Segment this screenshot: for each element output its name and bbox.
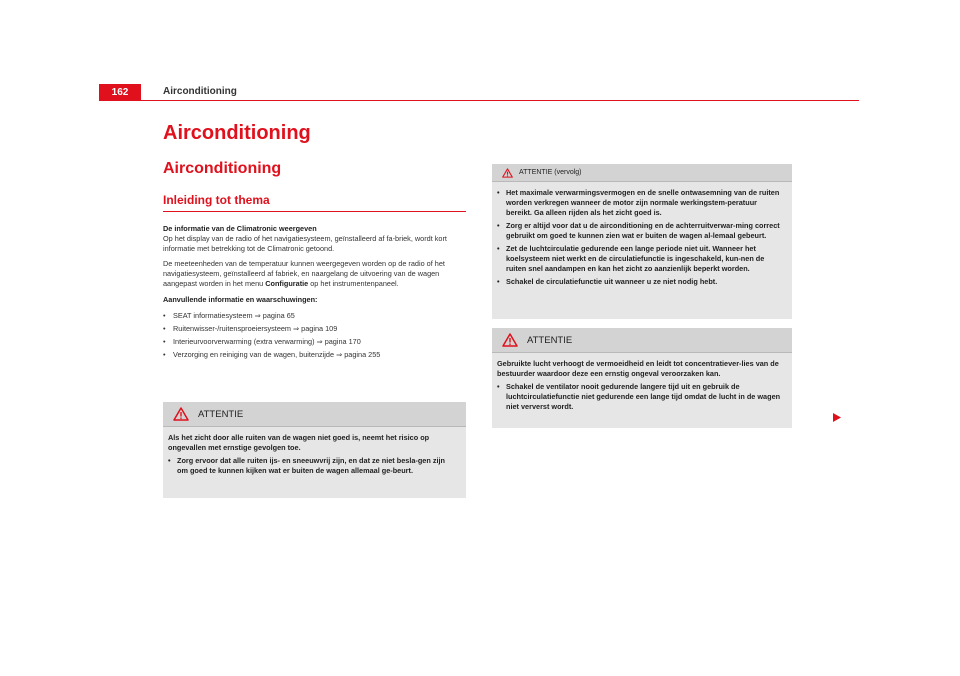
warning-body bbox=[163, 427, 466, 485]
configuratie-menu-name: Configuratie bbox=[265, 279, 309, 288]
warning-header bbox=[492, 328, 792, 353]
warning-bullet: • Schakel de ventilator nooit gedurende langere tijd uit en gebruik de luchtcirculatiefunctie niet gedurende een lange tijd omdat de lucht in de wagen niet ververst wordt. bbox=[497, 382, 783, 412]
list-item: • Verzorging en reiniging van de wagen, buitenzijde ⇒ pagina 255 bbox=[163, 350, 466, 360]
list-item: • Interieurvoorverwarming (extra verwarming) ⇒ pagina 170 bbox=[163, 337, 466, 347]
warning-triangle-icon bbox=[502, 333, 518, 347]
page-number: 162 bbox=[99, 84, 141, 100]
additional-info-heading: Aanvullende informatie en waarschuwingen: bbox=[163, 295, 318, 304]
continue-arrow-icon bbox=[833, 413, 841, 422]
warning-header bbox=[163, 402, 466, 427]
chapter-title: Airconditioning bbox=[163, 122, 311, 144]
list-item: • Ruitenwisser-/ruitensproeiersysteem ⇒ pagina 109 bbox=[163, 324, 466, 334]
warning-bullet: • Het maximale verwarmingsvermogen en de snelle ontwasemning van de ruiten worden verkregen wanneer de motor zijn normale werkingstem-peratuur bereikt. Ga alleen rijden als het zicht goed is. bbox=[497, 188, 783, 218]
running-header-title: Airconditioning bbox=[163, 86, 237, 97]
climatronic-para-2-text: De meeteenheden van de temperatuur kunnen weergegeven worden op de radio of het navigatiesysteem, geïnstalleerd af fabriek, en naargelang de uitvoering van de wagen aangepast worden in het menu bbox=[163, 259, 445, 288]
climatronic-info bbox=[163, 224, 466, 363]
warning-box-continued bbox=[492, 164, 792, 319]
list-item: • SEAT informatiesysteem ⇒ pagina 65 bbox=[163, 311, 466, 321]
warning-label: ATTENTIE bbox=[198, 408, 244, 420]
climatronic-para-1: Op het display van de radio of het navigatiesysteem, geïnstalleerd af fa-briek, wordt kort informatie met betrekking tot de Climatronic getoond. bbox=[163, 234, 447, 253]
warning-triangle-icon bbox=[502, 168, 513, 178]
section-title: Airconditioning bbox=[163, 160, 282, 177]
warning-bullet: • Zorg ervoor dat alle ruiten ijs- en sneeuwvrij zijn, en dat ze niet besla-gen zijn om goed te kunnen kijken wat er buiten de wagen allemaal ge-beurt. bbox=[168, 456, 457, 476]
warning-bullet: • Schakel de circulatiefunctie uit wanneer u ze niet nodig hebt. bbox=[497, 277, 783, 287]
warning-text: Gebruikte lucht verhoogt de vermoeidheid en leidt tot concentratiever-lies van de bestuurder waardoor deze een ernstig ongeval veroorzaken kan. bbox=[497, 359, 779, 378]
warning-text: Als het zicht door alle ruiten van de wagen niet goed is, neemt het risico op ongevallen met ernstige gevolgen toe. bbox=[168, 433, 430, 452]
warning-body-continued bbox=[492, 182, 792, 296]
warning-bullet: • Zorg er altijd voor dat u de airconditioning en de achterruitverwar-ming correct gebruikt om goed te kunnen zien wat er buiten de wagen al-lemaal gebeurt. bbox=[497, 221, 783, 241]
warning-label-continued: ATTENTIE (vervolg) bbox=[519, 169, 582, 176]
subsection-divider bbox=[163, 211, 466, 212]
warning-bullet: • Zet de luchtcirculatie gedurende een lange periode niet uit. Wanneer het koelsysteem niet werkt en de circulatiefunctie is ingeschakeld, kun-nen de ruiten snel aandampen en kan het zicht zo aanzienlijk beperkt worden. bbox=[497, 244, 783, 274]
climatronic-para-2 bbox=[163, 259, 466, 289]
warning-label: ATTENTIE bbox=[527, 334, 573, 346]
climatronic-heading: De informatie van de Climatronic weergeven bbox=[163, 224, 317, 233]
warning-box-visibility bbox=[163, 402, 466, 498]
warning-triangle-icon bbox=[173, 407, 189, 421]
warning-header-continued bbox=[492, 164, 792, 182]
warning-body bbox=[492, 353, 792, 421]
subsection-title: Inleiding tot thema bbox=[163, 193, 270, 207]
additional-info-list bbox=[163, 311, 466, 360]
climatronic-para-2-tail: op het instrumentenpaneel. bbox=[308, 279, 399, 288]
warning-box-ventilation bbox=[492, 328, 792, 428]
header-divider bbox=[99, 100, 859, 101]
